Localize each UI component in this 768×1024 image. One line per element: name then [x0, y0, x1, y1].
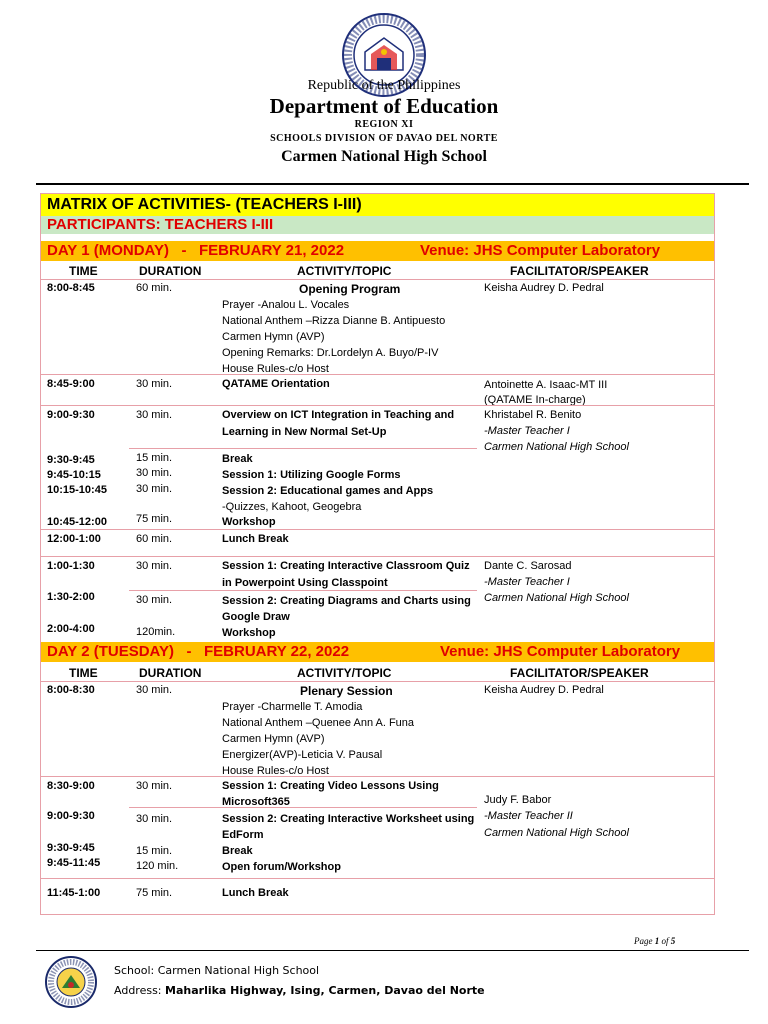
col-facilitator-day2: FACILITATOR/SPEAKER [510, 666, 649, 680]
day1-band [41, 241, 714, 261]
col-time: TIME [69, 264, 98, 278]
school-seal-logo [44, 955, 98, 1009]
day1-venue: Venue: JHS Computer Laboratory [420, 242, 661, 259]
footer-rule [36, 950, 749, 951]
department-title: Department of Education [269, 94, 499, 118]
participants-band: PARTICIPANTS: TEACHERS I-III [41, 216, 714, 234]
col-activity-day2: ACTIVITY/TOPIC [297, 666, 392, 680]
day2-venue: Venue: JHS Computer Laboratory [440, 643, 681, 660]
republic-line: Republic of the Philippines [307, 78, 461, 93]
footer-school: School: Carmen National High School [114, 964, 320, 977]
header-rule [36, 183, 749, 185]
day2-band [41, 642, 714, 662]
col-time-day2: TIME [69, 666, 98, 680]
region-line: REGION XI [354, 119, 414, 130]
day1-label: DAY 1 (MONDAY) - FEBRUARY 21, 2022 [47, 242, 345, 259]
footer-address: Address: Maharlika Highway, Ising, Carmen, Davao del Norte [114, 984, 485, 997]
school-name: Carmen National High School [281, 148, 487, 165]
page-indicator: Page 1 of 5 [634, 936, 676, 946]
col-duration-day2: DURATION [139, 666, 202, 680]
division-line: SCHOOLS DIVISION OF DAVAO DEL NORTE [270, 133, 498, 144]
col-duration: DURATION [139, 264, 202, 278]
day2-label: DAY 2 (TUESDAY) - FEBRUARY 22, 2022 [47, 643, 350, 660]
activity-matrix-table: MATRIX OF ACTIVITIES- (TEACHERS I-III) PARTICIPANTS: TEACHERS I-III DAY 1 (MONDAY) - FEBRUARY 21, 2022 Venue: JHS Computer Laboratory TIME DURATION ACTIVITY/TOPIC FACILITATOR/SPEAKER 8:00-8:45 60 min. Opening Program Prayer -Analou L. Vocales National Anthem –Rizza Dianne B. Antipuesto Carmen Hymn (AVP) Opening Remarks: Dr.Lordelyn A. Buyo/P-IV House Rules-c/o Host Keisha Audrey D. Pedral 8:45-9:00 30 min. QATAME Orientation Antoinette A. Isaac-MT III (QATAME In-charge) 9:00-9:30 30 min. Overview on ICT Integration in Teaching and Learning in New Normal Set-Up Khristabel R. Benito -Master Teacher I Carmen National High School 9:30-9:45 15 min. Break 9:45-10:15 30 min. Session 1: Utilizing Google Forms 10:15-10:45 30 min. Session 2: Educational games and Apps -Quizzes, Kahoot, Geogebra 10:45-12:00 75 min. Workshop 12:00-1:00 60 min. Lunch Break 1:00-1:30 30 min. Session 1: Creating Interactive Classroom Quiz in Powerpoint Using Classpoint Dante C. Sarosad -Master Teacher I Carmen National High School 1:30-2:00 30 min. Session 2: Creating Diagrams and Charts using Google Draw 2:00-4:00 120min. Workshop DAY 2 (TUESDAY) - FEBRUARY 22, 2022 Venue: JHS Computer Laboratory TIME DURATION ACTIVITY/TOPIC FACILITATOR/SPEAKER 8:00-8:30 30 min. Plenary Session Prayer -Charmelle T. Amodia National Anthem –Quenee Ann A. Funa Carmen Hymn (AVP) Energizer(AVP)-Leticia V. Pausal House Rules-c/o Host Keisha Audrey D. Pedral 8:30-9:00 30 min. Session 1: Creating Video Lessons Using Microsoft365 9:00-9:30 30 min. Session 2: Creating Interactive Worksheet using EdForm Judy F. Babor -Master Teacher II Carmen National High School 9:30-9:45 15 min. Break 9:45-11:45 120 min. Open forum/Workshop 11:45-1:00 75 min. Lunch Break [40, 193, 715, 915]
col-facilitator: FACILITATOR/SPEAKER [510, 264, 649, 278]
col-activity: ACTIVITY/TOPIC [297, 264, 392, 278]
matrix-title: MATRIX OF ACTIVITIES- (TEACHERS I-III) [41, 194, 714, 216]
